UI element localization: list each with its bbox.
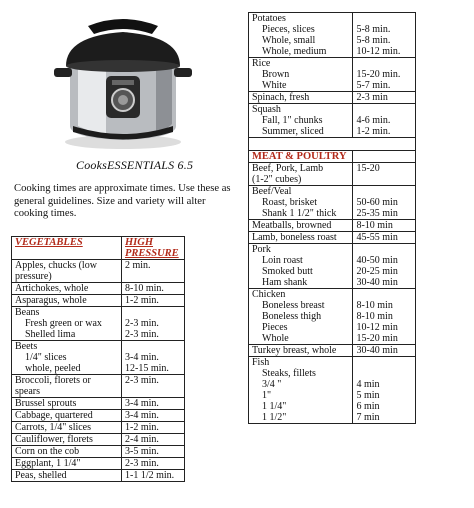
meat-header: MEAT & POULTRY — [249, 151, 353, 163]
cook-time: 3-4 min. — [125, 410, 159, 421]
cook-time: 30-40 min — [356, 345, 398, 356]
item-name: Fish — [252, 357, 270, 368]
table-row — [249, 289, 416, 345]
item-subname: Shank 1 1/2" thick — [262, 208, 337, 219]
item-subname: 1" — [262, 390, 272, 401]
cook-time: 8-10 min. — [125, 283, 164, 294]
cook-time: 2-3 min. — [125, 375, 159, 386]
item-name: Beets — [15, 341, 38, 352]
cook-time: 50-60 min — [356, 197, 398, 208]
table-row — [249, 244, 416, 289]
intro-paragraph: Cooking times are approximate times. Use these as general guidelines. Size and variety will alter cooking times. — [14, 183, 231, 220]
item-subname: Steaks, fillets — [262, 368, 316, 379]
time-cell — [122, 446, 185, 458]
cook-time: 2-3 min. — [125, 458, 159, 469]
spacer-cell — [249, 138, 416, 151]
cook-time: 8-10 min — [356, 220, 393, 231]
cook-time: 20-25 min — [356, 266, 398, 277]
item-cell — [249, 220, 353, 232]
cook-time — [356, 13, 412, 24]
table-row — [249, 357, 416, 424]
item-subname: Summer, sliced — [262, 126, 324, 137]
cook-time: 15-20 — [356, 163, 380, 174]
table-row — [249, 345, 416, 357]
item-name: Peas, shelled — [15, 470, 67, 481]
table-row — [249, 104, 416, 138]
cook-time — [125, 307, 181, 318]
item-name: Cabbage, quartered — [15, 410, 93, 421]
item-subname: White — [262, 80, 287, 91]
item-subname: (1-2" cubes) — [252, 174, 302, 185]
item-cell — [249, 232, 353, 244]
item-cell — [12, 434, 122, 446]
item-subname: Fresh green or wax — [25, 318, 102, 329]
item-subname: Shelled lima — [25, 329, 76, 340]
time-cell — [122, 458, 185, 470]
right-table — [248, 12, 416, 424]
pressure-cooker-image — [48, 14, 198, 152]
item-name: Rice — [252, 58, 271, 69]
item-cell — [12, 398, 122, 410]
item-subname: Brown — [262, 69, 290, 80]
item-subname: Whole — [262, 333, 289, 344]
time-cell — [353, 104, 416, 138]
cook-time — [356, 104, 412, 115]
item-name: Beef/Veal — [252, 186, 292, 197]
time-cell — [122, 341, 185, 375]
item-name: Corn on the cob — [15, 446, 80, 457]
item-subname: Smoked butt — [262, 266, 313, 277]
cook-time — [125, 341, 181, 352]
item-subname: Pieces — [262, 322, 288, 333]
cook-time — [356, 368, 412, 379]
item-name: Squash — [252, 104, 281, 115]
item-name: Turkey breast, whole — [252, 345, 337, 356]
table-row — [249, 220, 416, 232]
cook-time: 45-55 min — [356, 232, 398, 243]
cook-time: 2-4 min. — [125, 434, 159, 445]
item-name: Cauliflower, florets — [15, 434, 93, 445]
table-row — [249, 58, 416, 92]
item-subname: Roast, brisket — [262, 197, 317, 208]
item-subname: 1/4" slices — [25, 352, 67, 363]
item-cell — [12, 307, 122, 341]
item-subname: 3/4 " — [262, 379, 282, 390]
time-cell — [353, 244, 416, 289]
cook-time: 15-20 min. — [356, 69, 401, 80]
item-name: Asparagus, whole — [15, 295, 87, 306]
time-cell — [122, 398, 185, 410]
time-cell — [122, 470, 185, 482]
item-cell — [12, 295, 122, 307]
item-cell — [12, 341, 122, 375]
time-cell — [353, 232, 416, 244]
time-cell — [353, 58, 416, 92]
cook-time — [356, 289, 412, 300]
cook-time: 4 min — [356, 379, 380, 390]
item-subname: Fall, 1" chunks — [262, 115, 323, 126]
cook-time: 3-5 min. — [125, 446, 159, 457]
cook-time: 40-50 min — [356, 255, 398, 266]
cook-time — [356, 357, 412, 368]
item-cell — [12, 422, 122, 434]
item-cell — [249, 357, 353, 424]
item-name: Beef, Pork, Lamb — [252, 163, 324, 174]
item-subname: Boneless breast — [262, 300, 325, 311]
table-row — [12, 458, 185, 470]
item-cell — [12, 283, 122, 295]
table-row — [12, 398, 185, 410]
time-cell — [122, 260, 185, 283]
header-time: HIGH PRESSURE — [122, 237, 185, 260]
time-cell — [122, 295, 185, 307]
item-name: Apples, chucks (low pressure) — [15, 260, 97, 282]
cook-time: 8-10 min — [356, 300, 393, 311]
cook-time: 5-7 min. — [356, 80, 391, 91]
cook-time: 12-15 min. — [125, 363, 169, 374]
cook-time: 1-2 min. — [356, 126, 391, 137]
item-name: Pork — [252, 244, 271, 255]
table-row — [249, 13, 416, 58]
item-cell — [12, 260, 122, 283]
item-name: Potatoes — [252, 13, 286, 24]
item-name: Brussel sprouts — [15, 398, 77, 409]
cook-time: 5 min — [356, 390, 380, 401]
cook-time: 10-12 min. — [356, 46, 401, 57]
time-cell — [353, 357, 416, 424]
item-name: Broccoli, florets or spears — [15, 375, 91, 397]
cook-time: 2-3 min. — [125, 318, 159, 329]
table-row — [12, 341, 185, 375]
time-cell — [353, 13, 416, 58]
cook-time — [356, 244, 412, 255]
item-cell — [249, 58, 353, 92]
item-cell — [249, 186, 353, 220]
table-row — [12, 410, 185, 422]
header-item: VEGETABLES — [12, 237, 122, 260]
cook-time: 5-8 min. — [356, 35, 391, 46]
item-subname: 1 1/2" — [262, 412, 287, 423]
cook-time — [356, 186, 412, 197]
cook-time: 2-3 min. — [125, 329, 159, 340]
item-name: Chicken — [252, 289, 286, 300]
item-subname: Whole, medium — [262, 46, 327, 57]
table-row — [12, 295, 185, 307]
cook-time: 1-2 min. — [125, 295, 159, 306]
cook-time: 1-2 min. — [125, 422, 159, 433]
cook-time: 3-4 min. — [125, 398, 159, 409]
item-name: Lamb, boneless roast — [252, 232, 337, 243]
meat-header-time — [353, 151, 416, 163]
item-cell — [249, 163, 353, 186]
time-cell — [353, 186, 416, 220]
table-row — [12, 422, 185, 434]
item-subname: Whole, small — [262, 35, 316, 46]
item-cell — [12, 470, 122, 482]
right-grid — [248, 12, 416, 424]
cook-time — [356, 174, 412, 185]
table-row — [249, 186, 416, 220]
cook-time: 2 min. — [125, 260, 151, 271]
item-name: Meatballs, browned — [252, 220, 332, 231]
time-cell — [122, 422, 185, 434]
cook-time: 3-4 min. — [125, 352, 159, 363]
cook-time: 25-35 min — [356, 208, 398, 219]
table-row — [12, 470, 185, 482]
header-row — [12, 237, 185, 260]
item-cell — [12, 375, 122, 398]
item-cell — [12, 410, 122, 422]
item-cell — [12, 458, 122, 470]
table-row — [12, 375, 185, 398]
cook-time: 8-10 min — [356, 311, 393, 322]
item-subname: whole, peeled — [25, 363, 81, 374]
item-subname: Loin roast — [262, 255, 303, 266]
table-row — [12, 283, 185, 295]
time-cell — [353, 220, 416, 232]
table-row — [12, 307, 185, 341]
item-cell — [249, 345, 353, 357]
time-cell — [122, 434, 185, 446]
product-caption: CooksESSENTIALS 6.5 — [76, 158, 194, 172]
item-name: Artichokes, whole — [15, 283, 89, 294]
cook-time: 10-12 min — [356, 322, 398, 333]
item-subname: 1 1/4" — [262, 401, 287, 412]
cook-time: 4-6 min. — [356, 115, 391, 126]
table-row — [249, 232, 416, 244]
time-cell — [353, 92, 416, 104]
table-row — [249, 163, 416, 186]
item-cell — [249, 289, 353, 345]
veg-grid — [11, 236, 185, 482]
time-cell — [353, 163, 416, 186]
item-subname: Pieces, slices — [262, 24, 315, 35]
meat-header-row — [249, 151, 416, 163]
time-cell — [353, 289, 416, 345]
cook-time: 5-8 min. — [356, 24, 391, 35]
time-cell — [353, 345, 416, 357]
item-subname: Ham shank — [262, 277, 308, 288]
item-cell — [12, 446, 122, 458]
item-cell — [249, 244, 353, 289]
item-cell — [249, 13, 353, 58]
time-cell — [122, 283, 185, 295]
time-cell — [122, 410, 185, 422]
item-cell — [249, 92, 353, 104]
cook-time: 7 min — [356, 412, 380, 423]
item-name: Beans — [15, 307, 40, 318]
table-row — [249, 92, 416, 104]
time-cell — [122, 375, 185, 398]
table-row — [12, 434, 185, 446]
table-row — [12, 260, 185, 283]
time-cell — [122, 307, 185, 341]
table-row — [12, 446, 185, 458]
cook-time: 2-3 min — [356, 92, 388, 103]
item-name: Spinach, fresh — [252, 92, 310, 103]
cook-time: 15-20 min — [356, 333, 398, 344]
cook-time: 6 min — [356, 401, 380, 412]
cook-time: 1-1 1/2 min. — [125, 470, 175, 481]
item-subname: Boneless thigh — [262, 311, 322, 322]
cook-time: 30-40 min — [356, 277, 398, 288]
item-name: Carrots, 1/4" slices — [15, 422, 92, 433]
vegetables-table — [11, 236, 224, 482]
cook-time — [356, 58, 412, 69]
spacer-row — [249, 138, 416, 151]
item-cell — [249, 104, 353, 138]
item-name: Eggplant, 1 1/4" — [15, 458, 81, 469]
